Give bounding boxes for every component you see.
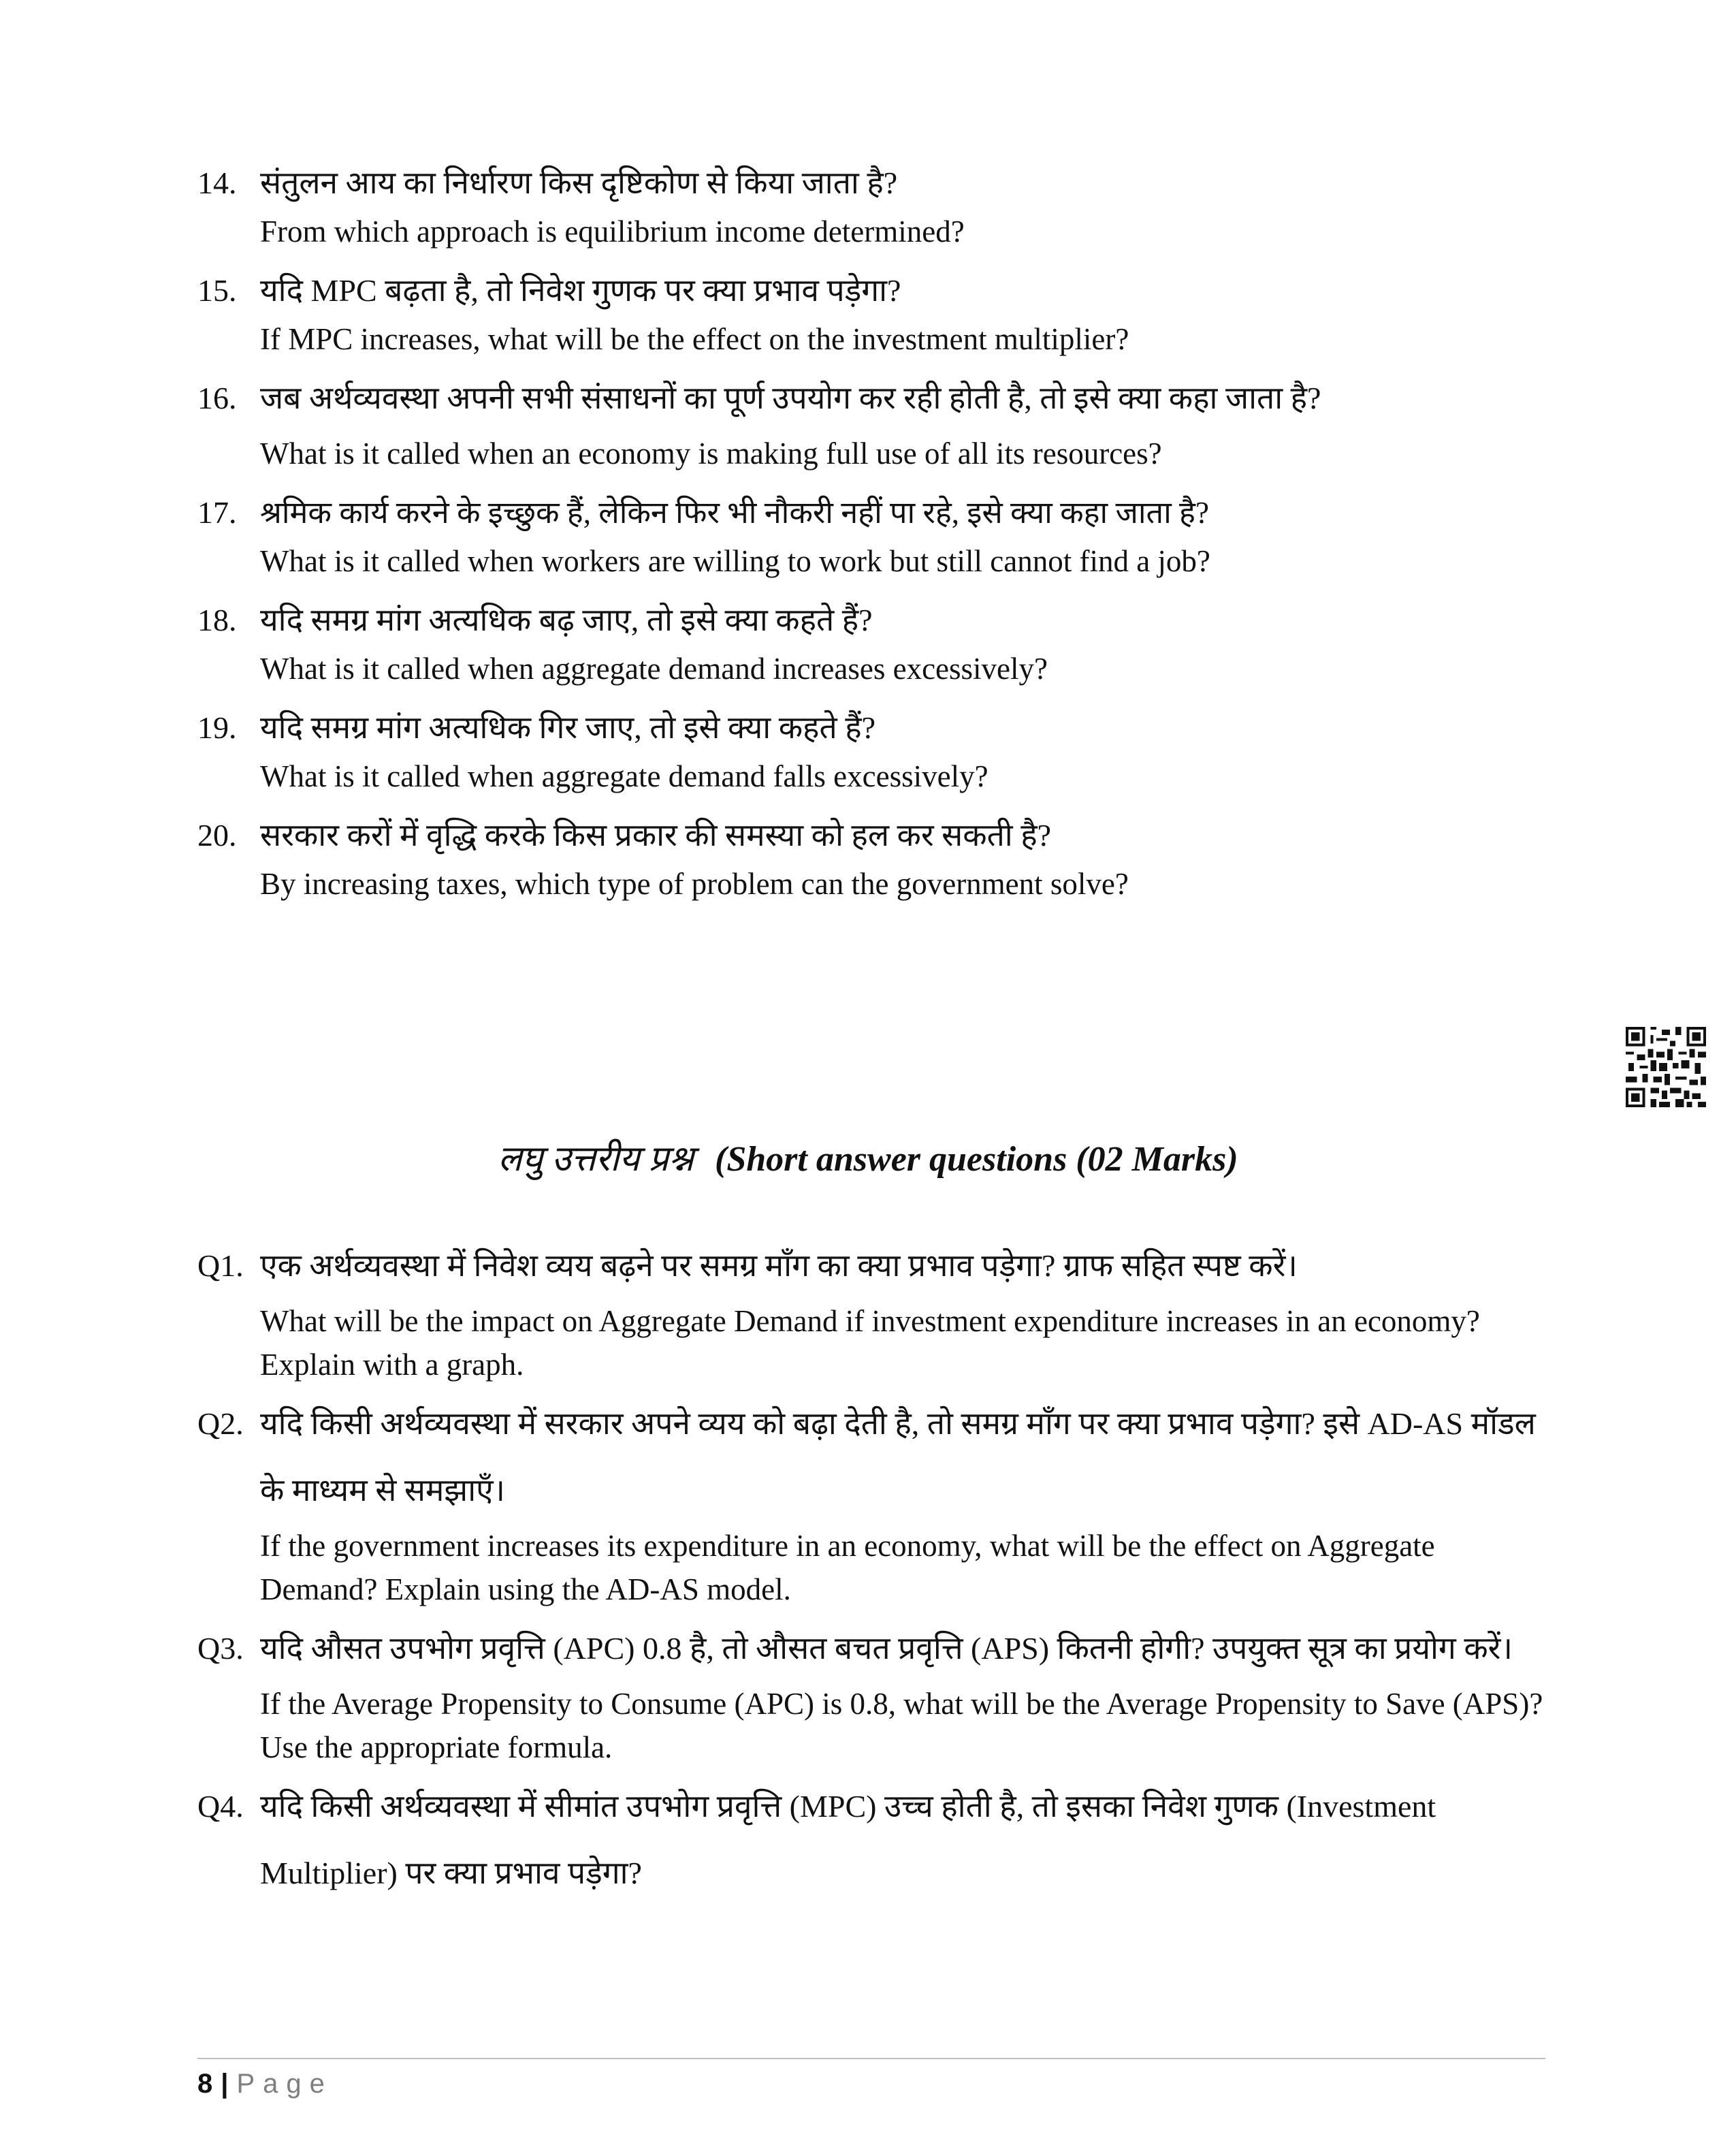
question-q3: [197, 1622, 1552, 1682]
question-number: 16.: [197, 381, 237, 415]
question-hindi: सरकार करों में वृद्धि करके किस प्रकार की समस्या को हल कर सकती है?: [260, 818, 1052, 853]
question-hindi: संतुलन आय का निर्धारण किस दृष्टिकोण से किया जाता है?: [260, 165, 898, 200]
footer-separator: |: [221, 2069, 229, 2099]
page-label: Page: [236, 2069, 333, 2099]
question-14: [197, 157, 1552, 210]
question-english: What is it called when workers are willing to work but still cannot find a job?: [260, 544, 1210, 578]
qr-code-icon: [1626, 1027, 1706, 1107]
question-number: 20.: [197, 818, 237, 853]
short-answer-questions: [197, 1239, 1552, 1907]
question-hindi: यदि MPC बढ़ता है, तो निवेश गुणक पर क्या प्रभाव पड़ेगा?: [260, 273, 901, 308]
footer-divider: [197, 2058, 1545, 2059]
question-hindi: यदि किसी अर्थव्यवस्था में सरकार अपने व्यय को बढ़ा देती है, तो समग्र माँग पर क्या प्रभाव पड़ेगा? इसे AD-AS मॉडल के माध्यम से समझाएँ।: [260, 1406, 1536, 1508]
question-19: [197, 701, 1552, 754]
objective-questions: [197, 157, 1552, 917]
question-hindi: श्रमिक कार्य करने के इच्छुक हैं, लेकिन फिर भी नौकरी नहीं पा रहे, इसे क्या कहा जाता है?: [260, 496, 1209, 530]
question-hindi: यदि समग्र मांग अत्यधिक गिर जाए, तो इसे क्या कहते हैं?: [260, 710, 876, 745]
question-number: 15.: [197, 273, 237, 308]
question-english: What will be the impact on Aggregate Demand if investment expenditure increases in an economy? Explain with a graph.: [260, 1304, 1480, 1382]
question-hindi: यदि समग्र मांग अत्यधिक बढ़ जाए, तो इसे क्या कहते हैं?: [260, 603, 873, 637]
question-hindi: यदि किसी अर्थव्यवस्था में सीमांत उपभोग प्रवृत्ति (MPC) उच्च होती है, तो इसका निवेश गुणक (Investment Multiplier) पर क्या प्रभाव पड़ेगा?: [260, 1789, 1436, 1890]
question-q4: [197, 1780, 1552, 1907]
page-number: 8: [197, 2069, 213, 2099]
question-number: 19.: [197, 710, 237, 745]
question-18: [197, 594, 1552, 647]
question-number: 17.: [197, 495, 237, 530]
question-english: If MPC increases, what will be the effect on the investment multiplier?: [260, 322, 1129, 356]
section-heading: [0, 1136, 1736, 1183]
question-english: From which approach is equilibrium income determined?: [260, 214, 965, 249]
question-q2: [197, 1397, 1552, 1524]
question-english: What is it called when aggregate demand increases excessively?: [260, 652, 1048, 686]
question-number: Q3.: [197, 1631, 244, 1666]
question-15: [197, 264, 1552, 317]
question-number: Q1.: [197, 1248, 244, 1283]
section-heading-hindi: लघु उत्तरीय प्रश्न: [498, 1140, 694, 1179]
question-20: [197, 809, 1552, 862]
question-number: Q2.: [197, 1406, 244, 1441]
page-footer: [197, 2063, 333, 2104]
question-16: [197, 372, 1552, 432]
question-english: If the Average Propensity to Consume (APC) is 0.8, what will be the Average Propensity to Save (APS)? Use the appropriate formula.: [260, 1687, 1543, 1764]
question-english: What is it called when aggregate demand falls excessively?: [260, 759, 988, 793]
question-17: [197, 486, 1552, 539]
question-number: Q4.: [197, 1789, 244, 1824]
question-english: What is it called when an economy is making full use of all its resources?: [260, 436, 1162, 471]
question-hindi: यदि औसत उपभोग प्रवृत्ति (APC) 0.8 है, तो औसत बचत प्रवृत्ति (APS) कितनी होगी? उपयुक्त सूत्र का प्रयोग करें।: [260, 1631, 1513, 1666]
question-hindi: एक अर्थव्यवस्था में निवेश व्यय बढ़ने पर समग्र माँग का क्या प्रभाव पड़ेगा? ग्राफ सहित स्पष्ट करें।: [260, 1248, 1298, 1283]
question-number: 18.: [197, 603, 237, 637]
section-heading-english: (Short answer questions (02 Marks): [715, 1140, 1238, 1179]
question-english: By increasing taxes, which type of problem can the government solve?: [260, 867, 1129, 901]
question-number: 14.: [197, 165, 237, 200]
question-q1: [197, 1239, 1552, 1299]
question-english: If the government increases its expenditure in an economy, what will be the effect on Aggregate Demand? Explain using the AD-AS model.: [260, 1529, 1435, 1606]
question-hindi: जब अर्थव्यवस्था अपनी सभी संसाधनों का पूर्ण उपयोग कर रही होती है, तो इसे क्या कहा जाता है?: [260, 381, 1321, 415]
